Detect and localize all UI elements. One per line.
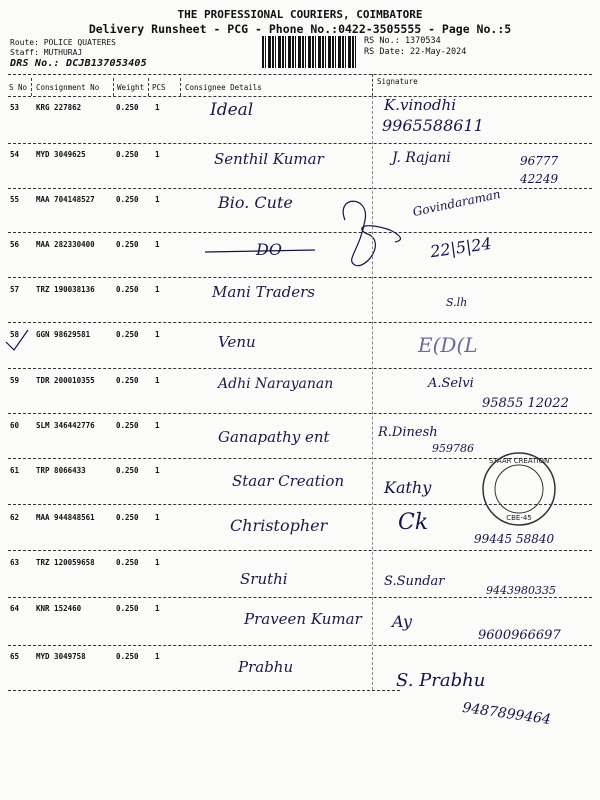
row-weight: 0.250 (116, 421, 139, 430)
row-weight: 0.250 (116, 466, 139, 475)
col-divider (148, 78, 149, 96)
row-pcs: 1 (155, 466, 160, 475)
row-pcs: 1 (155, 150, 160, 159)
row-divider (8, 413, 592, 414)
row-signature: R.Dinesh (378, 425, 438, 440)
row-divider (8, 550, 592, 551)
row-weight: 0.250 (116, 330, 139, 339)
row-weight: 0.250 (116, 240, 139, 249)
row-phone: 9443980335 (486, 584, 556, 597)
row-phone: 96777 42249 (520, 154, 559, 186)
row-signature: S.lh (446, 296, 468, 309)
row-phone: 959786 (432, 442, 474, 455)
row-divider (8, 277, 592, 278)
rs-number: RS No.: 1370534 (364, 36, 441, 46)
row-consignee: Ganapathy ent (218, 428, 330, 446)
row-phone: 9965588611 (382, 116, 484, 135)
row-signature: E(D(L (418, 333, 478, 357)
row-signature: K.vinodhi (384, 96, 456, 114)
row-pcs: 1 (155, 285, 160, 294)
row-signature: Kathy (384, 478, 432, 497)
row-cn: MAA 282330400 (36, 240, 95, 249)
row-sno: 59 (10, 376, 20, 385)
row-consignee: Bio. Cute (218, 193, 293, 212)
row-cn: KNR 152460 (36, 604, 82, 613)
row-divider (8, 645, 592, 646)
row-phone: 95855 12022 (482, 396, 569, 411)
row-phone: 99445 58840 (474, 532, 555, 546)
row-signature: A.Selvi (428, 376, 474, 391)
row-cn: MYD 3049758 (36, 652, 86, 661)
row-phone: 9600966697 (478, 628, 561, 643)
row-consignee: Christopher (230, 516, 328, 535)
row-sno: 64 (10, 604, 20, 613)
row-sno: 61 (10, 466, 20, 475)
col-signature: Signature (377, 77, 418, 86)
col-divider (113, 78, 114, 96)
row-divider (8, 597, 592, 598)
tick-mark (4, 328, 30, 352)
row-cn: KRG 227862 (36, 103, 82, 112)
row-consignee: Ideal (210, 100, 254, 120)
row-cn: MAA 944848561 (36, 513, 95, 522)
row-pcs: 1 (155, 103, 160, 112)
row-sno: 62 (10, 513, 20, 522)
row-sno: 65 (10, 652, 20, 661)
stamp-top-text: STAAR CREATION (488, 457, 550, 465)
row-pcs: 1 (155, 195, 160, 204)
row-pcs: 1 (155, 604, 160, 613)
row-cn: TRZ 120059658 (36, 558, 95, 567)
row-weight: 0.250 (116, 652, 139, 661)
row-cn: MYD 3049625 (36, 150, 86, 159)
row-cn: SLM 346442776 (36, 421, 95, 430)
row-consignee: Praveen Kumar (244, 610, 362, 628)
row-signature: S. Prabhu (396, 670, 486, 691)
row-weight: 0.250 (116, 285, 139, 294)
row-cn: TRZ 190038136 (36, 285, 95, 294)
row-consignee: Prabhu (238, 658, 294, 676)
col-consignment: Consignment No (36, 83, 100, 92)
barcode (262, 36, 358, 68)
row-divider (8, 188, 592, 189)
row-cn: TDR 200010355 (36, 376, 95, 385)
col-consignee: Consignee Details (185, 83, 262, 92)
row-weight: 0.250 (116, 103, 139, 112)
row-cn: TRP 8066433 (36, 466, 86, 475)
row-signature: 22|5|24 (428, 233, 493, 262)
header-rule-top (8, 74, 592, 75)
row-sno: 55 (10, 195, 20, 204)
row-divider (8, 690, 400, 691)
stamp-bottom-text: CBE-45 (506, 514, 532, 522)
row-pcs: 1 (155, 240, 160, 249)
header-rule-bottom (8, 96, 592, 97)
row-sno: 57 (10, 285, 20, 294)
row-pcs: 1 (155, 330, 160, 339)
col-sno: S No (9, 83, 28, 92)
row-consignee: Adhi Narayanan (218, 376, 334, 392)
row-sno: 60 (10, 421, 20, 430)
row-pcs: 1 (155, 513, 160, 522)
rs-date: RS Date: 22-May-2024 (364, 47, 467, 57)
row-signature: S.Sundar (384, 574, 445, 589)
row-sno: 53 (10, 103, 20, 112)
row-consignee: Senthil Kumar (214, 150, 324, 168)
col-pcs: PCS (152, 83, 166, 92)
row-divider (8, 143, 592, 144)
col-divider (180, 78, 181, 96)
row-weight: 0.250 (116, 150, 139, 159)
row-signature: J. Rajani (392, 150, 451, 166)
row-weight: 0.250 (116, 604, 139, 613)
row-pcs: 1 (155, 376, 160, 385)
row-consignee: DO (256, 240, 282, 259)
row-pcs: 1 (155, 421, 160, 430)
row-sno: 56 (10, 240, 20, 249)
col-weight: Weight (117, 83, 145, 92)
row-consignee: Staar Creation (232, 472, 345, 490)
row-cn: GGN 98629581 (36, 330, 91, 339)
row-weight: 0.250 (116, 195, 139, 204)
row-consignee: Mani Traders (212, 283, 315, 301)
row-signature: Ck (398, 510, 429, 535)
row-sno: 54 (10, 150, 20, 159)
col-divider (31, 78, 32, 96)
signature-column-line (372, 96, 373, 690)
row-signature: Ay (392, 612, 412, 631)
signature-scribble (195, 190, 415, 275)
runsheet-subtitle: Delivery Runsheet - PCG - Phone No.:0422-3505555 - Page No.:5 (88, 22, 512, 36)
drs-number: DRS No.: DCJB137053405 (10, 58, 147, 69)
row-sno: 63 (10, 558, 20, 567)
row-divider (8, 322, 592, 323)
row-phone: 9487899464 (461, 699, 552, 729)
row-weight: 0.250 (116, 513, 139, 522)
row-pcs: 1 (155, 652, 160, 661)
route-label: Route: POLICE QUATERES (10, 38, 116, 47)
row-divider (8, 368, 592, 369)
company-stamp (478, 448, 560, 530)
row-weight: 0.250 (116, 558, 139, 567)
row-pcs: 1 (155, 558, 160, 567)
row-consignee: Venu (218, 333, 256, 351)
staff-label: Staff: MUTHURAJ (10, 48, 83, 57)
row-weight: 0.250 (116, 376, 139, 385)
row-sno: 58 (10, 330, 20, 339)
company-title: THE PROFESSIONAL COURIERS, COIMBATORE (177, 8, 423, 21)
col-divider (372, 74, 373, 96)
row-signature: Govindaraman (411, 186, 502, 220)
row-cn: MAA 704148527 (36, 195, 95, 204)
row-consignee: Sruthi (240, 570, 288, 588)
